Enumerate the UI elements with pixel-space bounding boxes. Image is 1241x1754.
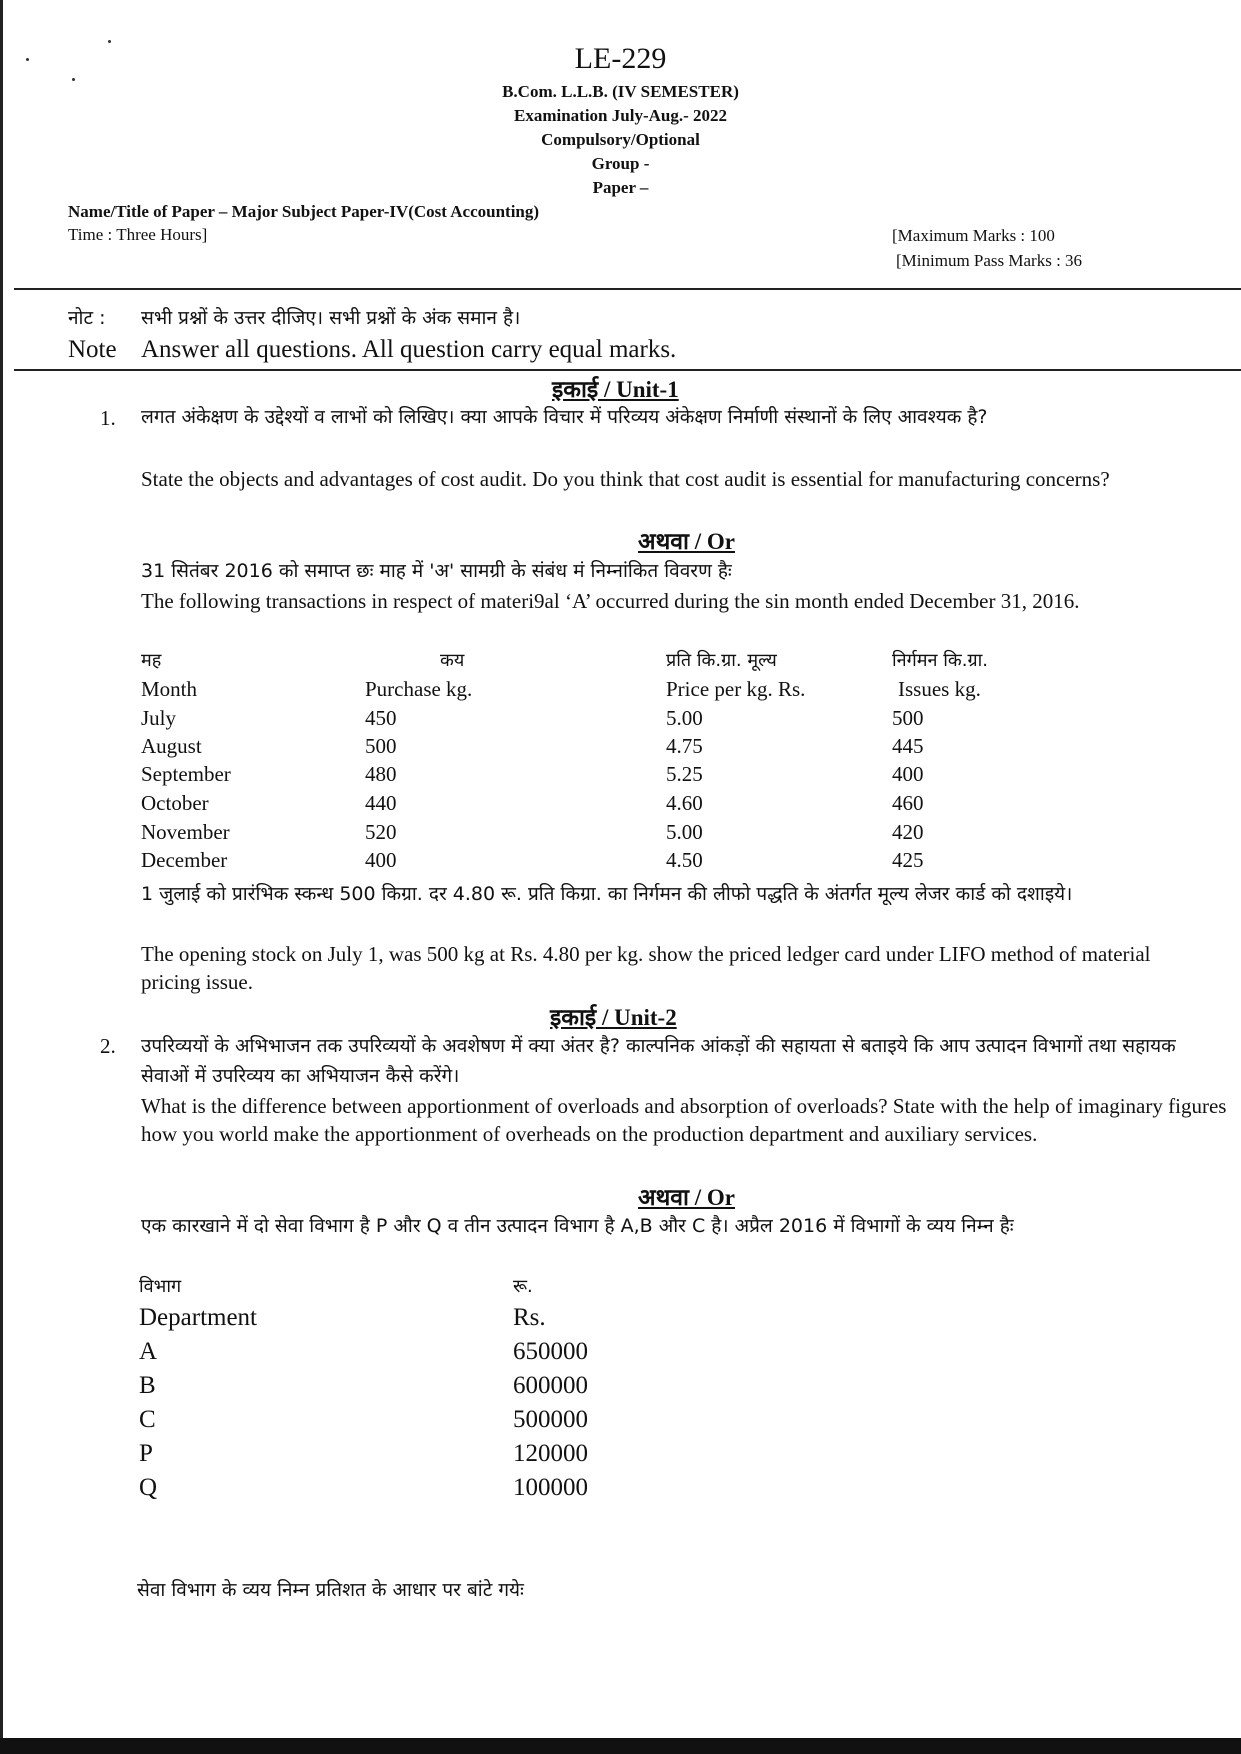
question-1-number: 1.: [100, 406, 116, 430]
header-department: Department: [139, 1304, 258, 1331]
cell-department: Q: [139, 1474, 158, 1501]
table-row: [0, 1372, 1241, 1400]
cell-department: P: [139, 1440, 153, 1467]
header-month: Month: [141, 677, 198, 701]
table-row: [0, 820, 1241, 848]
cell-purchase: 400: [365, 848, 397, 872]
table-row: [0, 1440, 1241, 1468]
cell-issues: 425: [892, 848, 924, 872]
cell-purchase: 500: [365, 734, 397, 758]
unit-1-heading: इकाई / Unit-1: [552, 377, 679, 402]
cell-purchase: 520: [365, 820, 397, 844]
note-text: Answer all questions. All question carry equal marks.: [141, 336, 677, 363]
cell-amount: 650000: [513, 1338, 588, 1365]
note-label: Note: [68, 336, 117, 363]
question-1-alt-english: The following transactions in respect of materi9al ‘A’ occurred during the sin month ended December 31, 2016.: [141, 589, 1080, 613]
cell-amount: 600000: [513, 1372, 588, 1399]
header-price-hindi: प्रति कि.ग्रा. मूल्य: [666, 650, 777, 671]
group-label: Group -: [591, 154, 650, 173]
header-purchase: Purchase kg.: [365, 677, 473, 701]
cell-purchase: 450: [365, 706, 397, 730]
opening-stock-hindi: 1 जुलाई को प्रारंभिक स्कन्ध 500 किग्रा. दर 4.80 रू. प्रति किग्रा. का निर्गमन की लीफो पद्धति के अंतर्गत मूल्य लेजर कार्ड को दशाइये।: [141, 883, 1073, 905]
cell-amount: 120000: [513, 1440, 588, 1467]
cell-price: 5.25: [666, 762, 703, 786]
exam-session: Examination July-Aug.- 2022: [514, 106, 727, 125]
cell-price: 5.00: [666, 706, 703, 730]
cell-department: A: [139, 1338, 158, 1365]
header-purchase-hindi: कय: [440, 650, 465, 671]
cell-price: 4.75: [666, 734, 703, 758]
cell-issues: 400: [892, 762, 924, 786]
cell-month: August: [141, 734, 202, 758]
cell-amount: 500000: [513, 1406, 588, 1433]
cell-issues: 420: [892, 820, 924, 844]
question-2-alt-hindi: एक कारखाने में दो सेवा विभाग है P और Q व तीन उत्पादन विभाग है A,B और C है। अप्रैल 2016 में विभागों के व्यय निम्न हैः: [141, 1215, 1014, 1237]
page-bottom-edge: [0, 1738, 1241, 1754]
header-divider: [14, 288, 1241, 290]
department-table-header: [0, 1304, 1241, 1332]
cell-issues: 445: [892, 734, 924, 758]
table-row: [0, 762, 1241, 790]
cell-amount: 100000: [513, 1474, 588, 1501]
table-row: [0, 1474, 1241, 1502]
table-row: [0, 734, 1241, 762]
question-1-hindi: लगत अंकेक्षण के उद्देश्यों व लाभों को लिखिए। क्या आपके विचार में परिव्यय अंकेक्षण निर्माणी संस्थानों के लिए आवश्यक है?: [141, 406, 988, 428]
header-amount: Rs.: [513, 1304, 546, 1331]
header-department-hindi: विभाग: [139, 1276, 182, 1297]
material-table-hindi-header: [0, 648, 1241, 676]
question-2-hindi: उपरिव्ययों के अभिभाजन तक उपरिव्ययों के अवशेषण में क्या अंतर है? काल्पनिक आंकड़ों की सहायता से बताइये कि आप उत्पादन विभागों तथा सहायक सेवाओं में उपरिव्यय का अभियाजन कैसे करेंगे।: [141, 1035, 1176, 1087]
note-text-hindi: सभी प्रश्नों के उत्तर दीजिए। सभी प्रश्नों के अंक समान है।: [141, 307, 521, 329]
cell-purchase: 440: [365, 791, 397, 815]
table-row: [0, 1406, 1241, 1434]
note-divider: [14, 369, 1241, 371]
cell-price: 4.60: [666, 791, 703, 815]
cell-issues: 500: [892, 706, 924, 730]
note-label-hindi: नोट :: [68, 307, 106, 329]
question-1-alt-hindi: 31 सितंबर 2016 को समाप्त छः माह में 'अ' सामग्री के संबंध मं निम्नांकित विवरण हैः: [141, 560, 732, 582]
cell-price: 4.50: [666, 848, 703, 872]
compulsory-optional: Compulsory/Optional: [541, 130, 700, 149]
cell-month: November: [141, 820, 230, 844]
paper-code: LE-229: [574, 42, 667, 75]
header-issues-hindi: निर्गमन कि.ग्रा.: [892, 650, 989, 671]
unit-2-heading: इकाई / Unit-2: [550, 1005, 677, 1030]
minimum-pass-marks: [Minimum Pass Marks : 36: [896, 251, 1083, 270]
header-month-hindi: मह: [141, 650, 162, 671]
table-row: [0, 791, 1241, 819]
cell-price: 5.00: [666, 820, 703, 844]
course-name: B.Com. L.L.B. (IV SEMESTER): [502, 82, 739, 101]
table-row: [0, 706, 1241, 734]
cell-month: July: [141, 706, 177, 730]
opening-stock-english: The opening stock on July 1, was 500 kg at Rs. 4.80 per kg. show the priced ledger card under LIFO method of material pricing issue.: [141, 942, 1151, 994]
cell-month: October: [141, 791, 209, 815]
unit-1-or-heading: अथवा / Or: [638, 529, 736, 554]
time-allowed: Time : Three Hours]: [68, 225, 208, 244]
paper-label: Paper –: [592, 178, 649, 197]
table-row: [0, 848, 1241, 876]
maximum-marks: [Maximum Marks : 100: [892, 226, 1055, 245]
question-2-number: 2.: [100, 1034, 116, 1058]
service-dept-apportionment-hindi: सेवा विभाग के व्यय निम्न प्रतिशत के आधार पर बांटे गयेः: [137, 1579, 524, 1601]
department-table-hindi-header: [0, 1274, 1241, 1302]
material-table-header: [0, 677, 1241, 705]
cell-issues: 460: [892, 791, 924, 815]
cell-department: B: [139, 1372, 156, 1399]
cell-purchase: 480: [365, 762, 397, 786]
paper-title: Name/Title of Paper – Major Subject Paper-IV(Cost Accounting): [68, 202, 540, 221]
cell-month: December: [141, 848, 228, 872]
scan-speck: [72, 78, 75, 81]
unit-2-or-heading: अथवा / Or: [638, 1185, 736, 1210]
cell-month: September: [141, 762, 231, 786]
question-2-english: What is the difference between apportionment of overloads and absorption of overloads? State with the help of imaginary figures how you world make the apportionment of overheads on the production department and auxiliary services.: [141, 1094, 1227, 1146]
header-amount-hindi: रू.: [513, 1276, 533, 1297]
table-row: [0, 1338, 1241, 1366]
header-issues: Issues kg.: [898, 677, 981, 701]
cell-department: C: [139, 1406, 156, 1433]
header-price: Price per kg. Rs.: [666, 677, 806, 701]
question-1-english: State the objects and advantages of cost audit. Do you think that cost audit is essential for manufacturing concerns?: [141, 467, 1110, 491]
